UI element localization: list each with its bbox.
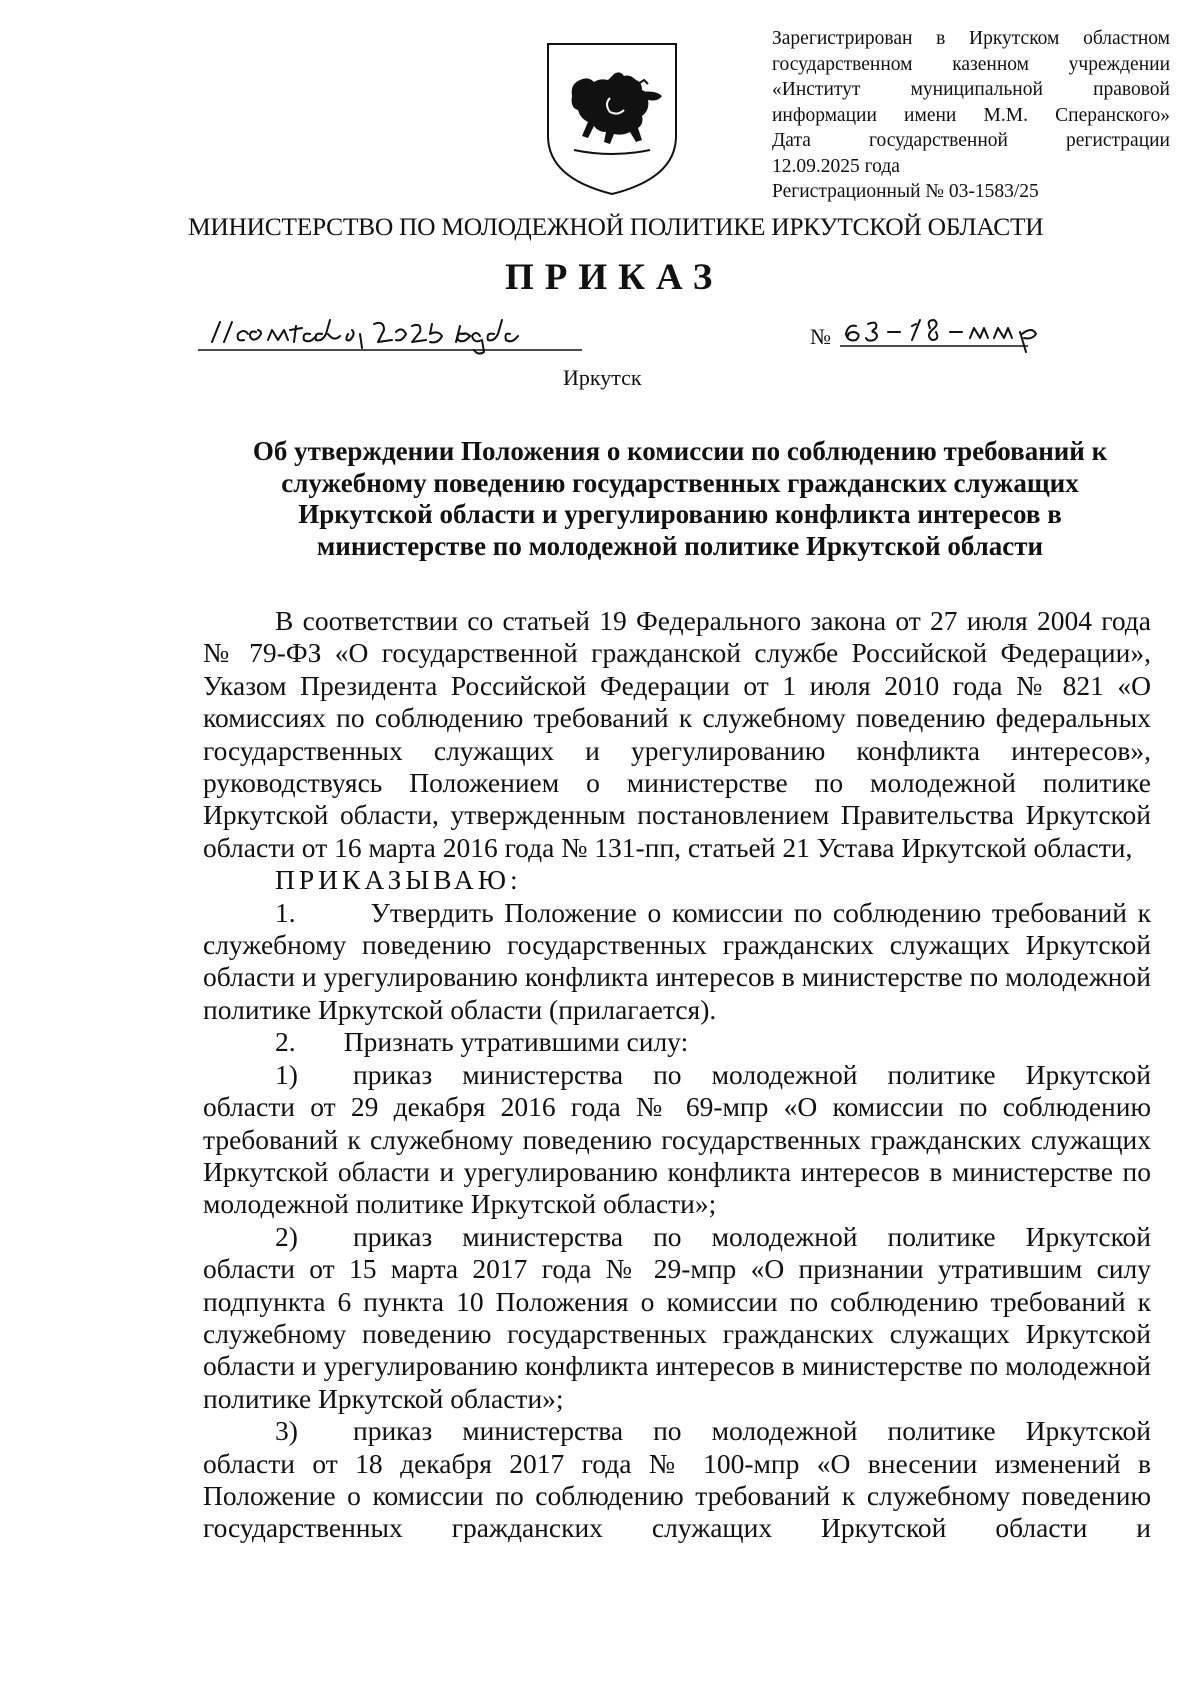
registration-note <box>772 26 1170 205</box>
registration-line: государственном казенном учреждении <box>772 53 1170 75</box>
number-label: № <box>810 324 831 349</box>
title-line: Об утверждении Положения о комиссии по соблюдению требований к <box>252 436 1108 466</box>
subitem-first-line: приказ министерства по молодежной политике Иркутской <box>353 1415 1151 1447</box>
handwritten-date <box>198 312 582 358</box>
document-type: ПРИКАЗ <box>505 257 724 298</box>
title-line: служебному поведению государственных гражданских служащих <box>281 467 1079 498</box>
subitem-1 <box>203 1059 1151 1221</box>
subitem-text: области от 15 марта 2017 года № 29-мпр «О признании утратившим силу подпункта 6 пункта 10 Положения о комиссии по соблюдению требований к служебному поведению государственных гражданских служащих Иркутской области и урегулированию конфликта интересов в министерстве по молодежной политике Иркутской области»; <box>203 1253 1151 1414</box>
item-number: 1. <box>275 896 296 928</box>
subitem-first-line: приказ министерства по молодежной политике Иркутской <box>353 1220 1151 1252</box>
preamble: В соответствии со статьей 19 Федерального закона от 27 июля 2004 года № 79-ФЗ «О государственной гражданской службе Российской Федерации», Указом Президента Российской Федерации от 1 июля 2010 года № 821 «О комиссиях по соблюдению требований к служебному поведению федеральных государственных служащих и урегулированию конфликта интересов», руководствуясь Положением о министерстве по молодежной политике Иркутской области, утвержденным постановлением Правительства Иркутской области от 16 марта 2016 года № 131-пп, статьей 21 Устава Иркутской области, <box>203 605 1151 863</box>
subitem-text: области от 18 декабря 2017 года № 100-мпр «О внесении изменений в Положение о комиссии по соблюдению требований к служебному поведению государственных гражданских служащих Иркутской области и <box>203 1447 1151 1544</box>
subitem-2 <box>203 1221 1151 1415</box>
subitem-number: 2) <box>275 1220 298 1252</box>
item-2 <box>203 1026 1151 1058</box>
coat-of-arms-icon <box>544 40 680 198</box>
title-line: министерстве по молодежной политике Иркутской области <box>316 530 1044 561</box>
number-text: 63-18-мпр <box>830 308 835 309</box>
document-body <box>203 605 1151 1545</box>
subitem-text: области от 29 декабря 2016 года № 69-мпр «О комиссии по соблюдению требований к служебному поведению государственных гражданских служащих Иркутской области и урегулированию конфликта интересов в министерстве по молодежной политике Иркутской области»; <box>203 1091 1151 1220</box>
registration-date: 12.09.2025 года <box>772 155 900 177</box>
city: Иркутск <box>563 365 642 390</box>
item-1 <box>203 897 1151 1027</box>
title-line: Иркутской области и урегулированию конфликта интересов в <box>298 499 1062 529</box>
document-title <box>190 436 1170 562</box>
ministry-name: МИНИСТЕРСТВО ПО МОЛОДЕЖНОЙ ПОЛИТИКЕ ИРКУТСКОЙ ОБЛАСТИ <box>188 212 1044 241</box>
handwritten-number <box>830 308 1060 356</box>
registration-line: Дата государственной регистрации <box>772 130 1170 151</box>
date-text: 11 сентября 2025 года <box>198 312 208 313</box>
subitem-3 <box>203 1415 1151 1545</box>
item-number: 2. <box>275 1026 296 1058</box>
order-word: ПРИКАЗЫВАЮ: <box>275 864 522 896</box>
registration-line: информации имени М.М. Сперанского» <box>772 104 1170 126</box>
subitem-number: 3) <box>275 1415 298 1447</box>
item-text: Признать утратившими силу: <box>343 1026 689 1058</box>
subitem-first-line: приказ министерства по молодежной политике Иркутской <box>353 1058 1151 1090</box>
registration-number: Регистрационный № 03-1583/25 <box>772 181 1039 202</box>
registration-line: Зарегистрирован в Иркутском областном <box>772 28 1170 49</box>
registration-line: «Институт муниципальной правовой <box>772 79 1170 100</box>
item-text: Утвердить Положение о комиссии по соблюдению требований к служебному поведению государственных гражданских служащих Иркутской области и урегулированию конфликта интересов в министерстве по молодежной политике Иркутской области (прилагается). <box>203 896 1152 1025</box>
subitem-number: 1) <box>275 1058 298 1090</box>
